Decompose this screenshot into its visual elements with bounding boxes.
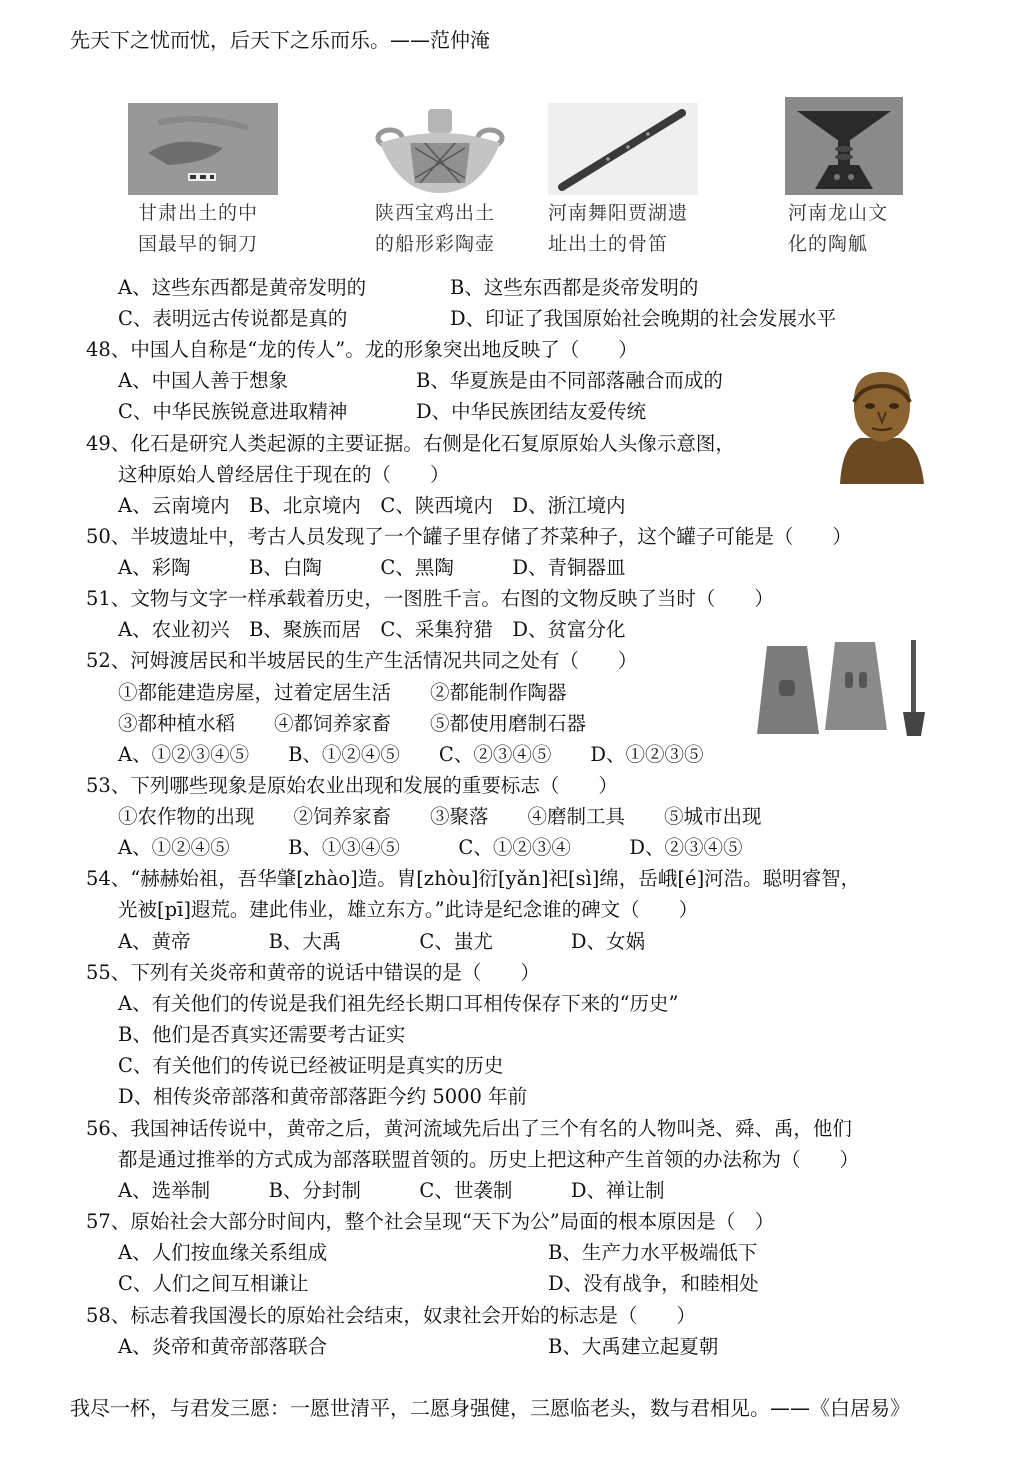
primitive-human-bust-image xyxy=(832,366,928,486)
options-50: A、彩陶 B、白陶 C、黑陶 D、青铜器皿 xyxy=(118,556,626,579)
figure-1-caption: 甘肃出土的中 国最早的铜刀 xyxy=(138,202,259,255)
options-54: A、黄帝 B、大禹 C、蚩尤 D、女娲 xyxy=(118,930,645,953)
figure-4-caption: 河南龙山文 化的陶觚 xyxy=(788,202,889,255)
option-55d: D、相传炎帝部落和黄帝部落距今约 5000 年前 xyxy=(118,1085,528,1108)
option-57d: D、没有战争，和睦相处 xyxy=(548,1272,759,1295)
question-48: 48、中国人自称是“龙的传人”。龙的形象突出地反映了（ ） xyxy=(86,338,638,361)
options-51: A、农业初兴 B、聚族而居 C、采集狩猎 D、贫富分化 xyxy=(118,618,626,641)
bone-flute-photo xyxy=(548,103,698,195)
options-56: A、选举制 B、分封制 C、世袭制 D、禅让制 xyxy=(118,1179,665,1202)
question-56-cont: 都是通过推举的方式成为部落联盟首领的。历史上把这种产生首领的办法称为（ ） xyxy=(118,1148,860,1171)
option-47c: C、表明远古传说都是真的 xyxy=(118,307,348,330)
question-51: 51、文物与文字一样承载着历史，一图胜千言。右图的文物反映了当时（ ） xyxy=(86,587,774,610)
options-52: A、①②③④⑤ B、①②④⑤ C、②③④⑤ D、①②③⑤ xyxy=(118,743,704,766)
question-50: 50、半坡遗址中，考古人员发现了一个罐子里存储了芥菜种子，这个罐子可能是（ ） xyxy=(86,525,852,548)
question-49: 49、化石是研究人类起源的主要证据。右侧是化石复原原始人头像示意图， xyxy=(86,432,735,455)
option-55c: C、有关他们的传说已经被证明是真实的历史 xyxy=(118,1054,504,1077)
question-49-cont: 这种原始人曾经居住于现在的（ ） xyxy=(118,463,450,486)
option-47a: A、这些东西都是黄帝发明的 xyxy=(118,276,367,299)
header-quote: 先天下之忧而忧，后天下之乐而乐。——范仲淹 xyxy=(70,28,490,52)
pottery-gu-photo xyxy=(785,97,903,195)
option-47d: D、印证了我国原始社会晚期的社会发展水平 xyxy=(450,307,837,330)
option-48c: C、中华民族锐意进取精神 xyxy=(118,400,348,423)
figure-3-caption: 河南舞阳贾湖遗 址出土的骨笛 xyxy=(548,202,689,255)
question-52: 52、河姆渡居民和半坡居民的生产生活情况共同之处有（ ） xyxy=(86,649,638,672)
option-58b: B、大禹建立起夏朝 xyxy=(548,1335,719,1358)
question-54: 54、“赫赫始祖，吾华肇[zhào]造。胄[zhòu]衍[yǎn]祀[sì]绵，岳峨[é]河浩。聪明睿智， xyxy=(86,867,861,890)
items-52-row1: ①都能建造房屋，过着定居生活 ②都能制作陶器 xyxy=(118,681,567,704)
question-55: 55、下列有关炎帝和黄帝的说话中错误的是（ ） xyxy=(86,961,540,984)
option-58a: A、炎帝和黄帝部落联合 xyxy=(118,1335,328,1358)
items-53: ①农作物的出现 ②饲养家畜 ③聚落 ④磨制工具 ⑤城市出现 xyxy=(118,805,762,828)
option-48a: A、中国人善于想象 xyxy=(118,369,289,392)
options-49: A、云南境内 B、北京境内 C、陕西境内 D、浙江境内 xyxy=(118,494,626,517)
option-57c: C、人们之间互相谦让 xyxy=(118,1272,309,1295)
options-53: A、①②④⑤ B、①③④⑤ C、①②③④ D、②③④⑤ xyxy=(118,836,743,859)
question-53: 53、下列哪些现象是原始农业出现和发展的重要标志（ ） xyxy=(86,774,618,797)
option-47b: B、这些东西都是炎帝发明的 xyxy=(450,276,699,299)
bone-spade-artifacts-image xyxy=(755,636,940,740)
option-57a: A、人们按血缘关系组成 xyxy=(118,1241,328,1264)
items-52-row2: ③都种植水稻 ④都饲养家畜 ⑤都使用磨制石器 xyxy=(118,712,587,735)
copper-knife-photo xyxy=(128,103,278,195)
question-56: 56、我国神话传说中，黄帝之后，黄河流域先后出了三个有名的人物叫尧、舜、禹，他们 xyxy=(86,1117,852,1140)
option-48b: B、华夏族是由不同部落融合而成的 xyxy=(416,369,723,392)
option-48d: D、中华民族团结友爱传统 xyxy=(416,400,647,423)
option-57b: B、生产力水平极端低下 xyxy=(548,1241,758,1264)
footer-quote: 我尽一杯，与君发三愿：一愿世清平，二愿身强健，三愿临老头，数与君相见。——《白居易》 xyxy=(70,1396,910,1420)
question-58: 58、标志着我国漫长的原始社会结束，奴隶社会开始的标志是（ ） xyxy=(86,1304,696,1327)
figure-2-caption: 陕西宝鸡出土 的船形彩陶壶 xyxy=(375,202,496,255)
option-55a: A、有关他们的传说是我们祖先经长期口耳相传保存下来的“历史” xyxy=(118,992,679,1015)
option-55b: B、他们是否真实还需要考古证实 xyxy=(118,1023,406,1046)
question-54-cont: 光被[pī]遐荒。建此伟业，雄立东方。”此诗是纪念谁的碑文（ ） xyxy=(118,898,699,921)
boat-pottery-pot-photo xyxy=(370,103,510,195)
question-57: 57、原始社会大部分时间内，整个社会呈现“天下为公”局面的根本原因是（ ） xyxy=(86,1210,775,1233)
